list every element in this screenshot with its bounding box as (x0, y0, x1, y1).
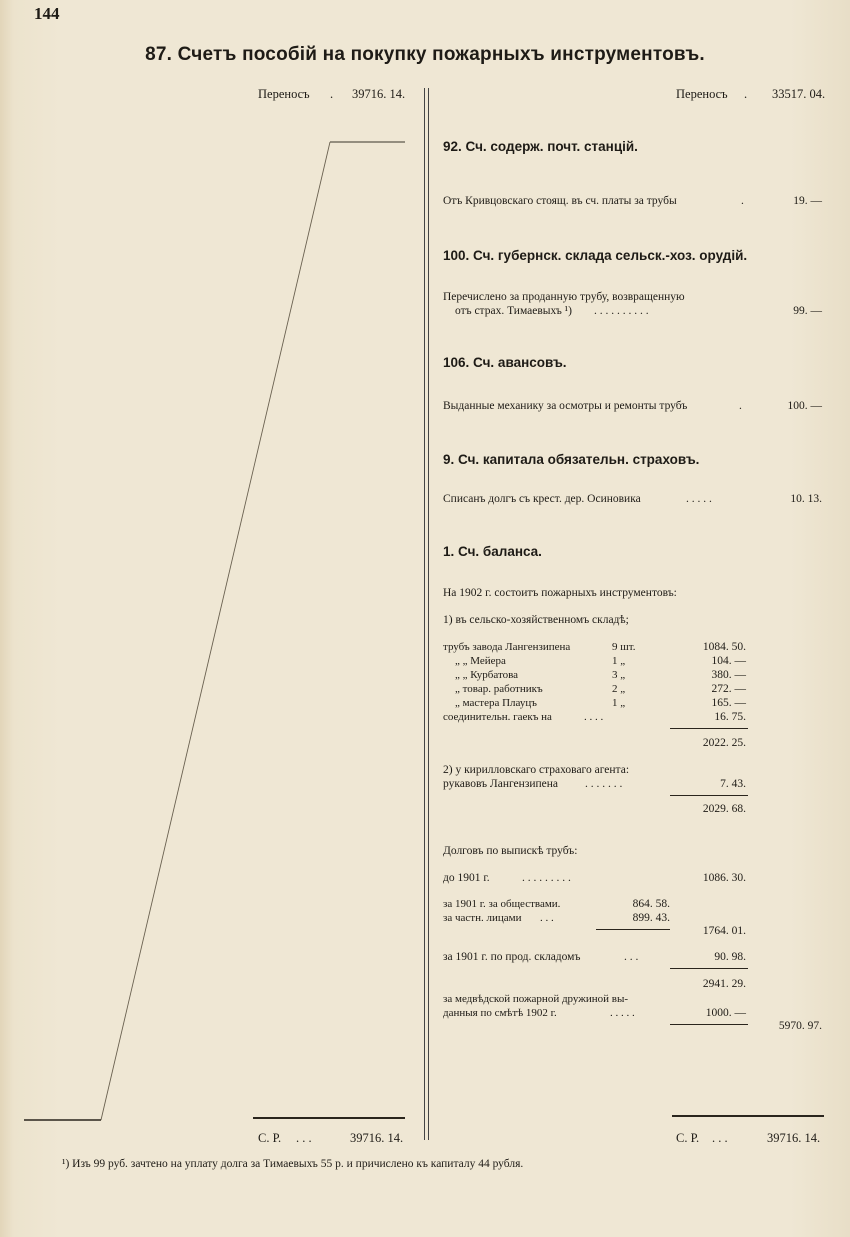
page-number: 144 (34, 4, 60, 23)
sub2-item: рукавовъ Лангензипена (443, 778, 559, 790)
balance-total: 5970. 97. (778, 1020, 822, 1032)
section-106-amount: 100. — (787, 400, 822, 412)
column-divider (424, 88, 425, 1140)
column-divider-inner (428, 88, 429, 1140)
right-total-amount: 39716. 14. (767, 1131, 821, 1145)
left-carry-dot: . (330, 87, 334, 101)
inventory-item-amount: 1084. 50. (702, 641, 746, 653)
inventory-item-qty: 1 „ (612, 697, 626, 709)
section-100-heading: 100. Сч. губернск. склада сельск.-хоз. орудій. (443, 248, 748, 263)
section-9-amount: 10. 13. (790, 493, 822, 505)
right-total-rule (672, 1115, 824, 1117)
debt-1901-priv-label: за частн. лицами (443, 912, 522, 924)
section-92-line: Отъ Кривцовскаго стоящ. въ сч. платы за трубы (443, 195, 677, 207)
debts-heading: Долговъ по выпискѣ трубъ: (443, 845, 578, 857)
subtotal-rule (670, 968, 748, 969)
left-total-amount: 39716. 14. (350, 1131, 404, 1145)
section-92-amount: 19. — (793, 195, 822, 207)
section-9-dots: . . . . . (686, 493, 712, 505)
section-92-heading: 92. Сч. содерж. почт. станцій. (443, 139, 638, 154)
debt-1901-comm-label: за 1901 г. за обществами. (443, 898, 561, 910)
subtotal-rule (670, 728, 748, 729)
debt-1901-comm-amount: 864. 58. (632, 898, 670, 910)
section-1-heading: 1. Сч. баланса. (443, 544, 542, 559)
left-carry-label: Переносъ (258, 87, 310, 101)
left-total-dots: . . . (296, 1131, 312, 1145)
medved-line2: данныя по смѣтѣ 1902 г. (443, 1007, 557, 1019)
sub2-amount: 7. 43. (720, 778, 746, 790)
inventory-item-name: „ мастера Плауцъ (455, 697, 537, 709)
section-100-line2: отъ страх. Тимаевыхъ ¹) (455, 305, 572, 317)
right-total-dots: . . . (712, 1131, 728, 1145)
right-total-label: С. Р. (676, 1131, 700, 1145)
section-92-dots: . (741, 195, 744, 207)
section-106-dots: . (739, 400, 742, 412)
inventory-item-name: „ „ Курбатова (455, 669, 519, 681)
section-1-sub1: 1) въ сельско-хозяйственномъ складѣ; (443, 614, 629, 626)
debt-1901-sum: 1764. 01. (702, 925, 746, 937)
page-title: 87. Счетъ пособій на покупку пожарныхъ инструментовъ. (145, 44, 705, 65)
inventory-item-dots: . . . . (584, 711, 604, 723)
sub2-dots: . . . . . . . (585, 778, 623, 790)
section-1-intro: На 1902 г. состоитъ пожарныхъ инструментовъ: (443, 587, 677, 599)
inventory-item-name: „ товар. работникъ (455, 683, 543, 695)
left-total-label: С. Р. (258, 1131, 282, 1145)
section-106-heading: 106. Сч. авансовъ. (443, 355, 567, 370)
right-carry-label: Переносъ (676, 87, 728, 101)
inventory-item-qty: 2 „ (612, 683, 626, 695)
inventory-item-name: соединительн. гаекъ на (443, 711, 552, 723)
medved-dots: . . . . . (610, 1007, 635, 1019)
inventory-item-amount: 272. — (711, 683, 746, 695)
inventory-item-name: „ „ Мейера (455, 655, 506, 667)
section-9-line: Списанъ долгъ съ крест. дер. Осиновика (443, 493, 641, 505)
section-9-heading: 9. Сч. капитала обязательн. страховъ. (443, 452, 700, 467)
footnote: ¹) Изъ 99 руб. зачтено на уплату долга за Тимаевыхъ 55 р. и причислено къ капиталу 44 рубля. (62, 1158, 524, 1170)
left-total-rule (253, 1117, 405, 1119)
inventory-item-amount: 380. — (711, 669, 746, 681)
left-carry-amount: 39716. 14. (352, 87, 406, 101)
debt-to1901-amount: 1086. 30. (702, 872, 746, 884)
inventory-item-amount: 104. — (711, 655, 746, 667)
inventory-item-amount: 16. 75. (714, 711, 746, 723)
subtotal-2: 2029. 68. (702, 803, 746, 815)
inventory-item-qty: 9 шт. (612, 641, 636, 653)
medved-amount: 1000. — (705, 1007, 746, 1019)
debt-1901-sklad-dots: . . . (624, 951, 639, 963)
section-100-dots: . . . . . . . . . . (594, 305, 649, 317)
debt-1901-priv-dots: . . . (540, 912, 554, 924)
debt-subtotal: 2941. 29. (702, 978, 746, 990)
right-carry-amount: 33517. 04. (772, 87, 826, 101)
inventory-item-qty: 3 „ (612, 669, 626, 681)
medved-line1: за медвѣдской пожарной дружиной вы- (443, 993, 629, 1005)
inventory-item-qty: 1 „ (612, 655, 626, 667)
debt-1901-sklad-label: за 1901 г. по прод. складомъ (443, 951, 581, 963)
right-carry-dot: . (744, 87, 748, 101)
section-100-line1: Перечислено за проданную трубу, возвращенную (443, 291, 685, 303)
debt-sum-rule (596, 929, 670, 930)
subtotal-rule (670, 1024, 748, 1025)
subtotal-1: 2022. 25. (702, 737, 746, 749)
debt-1901-sklad-amount: 90. 98. (714, 951, 746, 963)
inventory-item-name: трубъ завода Лангензипена (443, 641, 571, 653)
debt-1901-priv-amount: 899. 43. (632, 912, 670, 924)
inventory-item-amount: 165. — (711, 697, 746, 709)
section-1-sub2: 2) у кирилловскаго страховаго агента: (443, 764, 630, 776)
subtotal-rule (670, 795, 748, 796)
debt-to1901-dots: . . . . . . . . . (522, 872, 571, 884)
section-100-amount: 99. — (793, 305, 822, 317)
section-106-line: Выданные механику за осмотры и ремонты трубъ (443, 400, 688, 412)
debt-to1901-label: до 1901 г. (443, 872, 490, 884)
